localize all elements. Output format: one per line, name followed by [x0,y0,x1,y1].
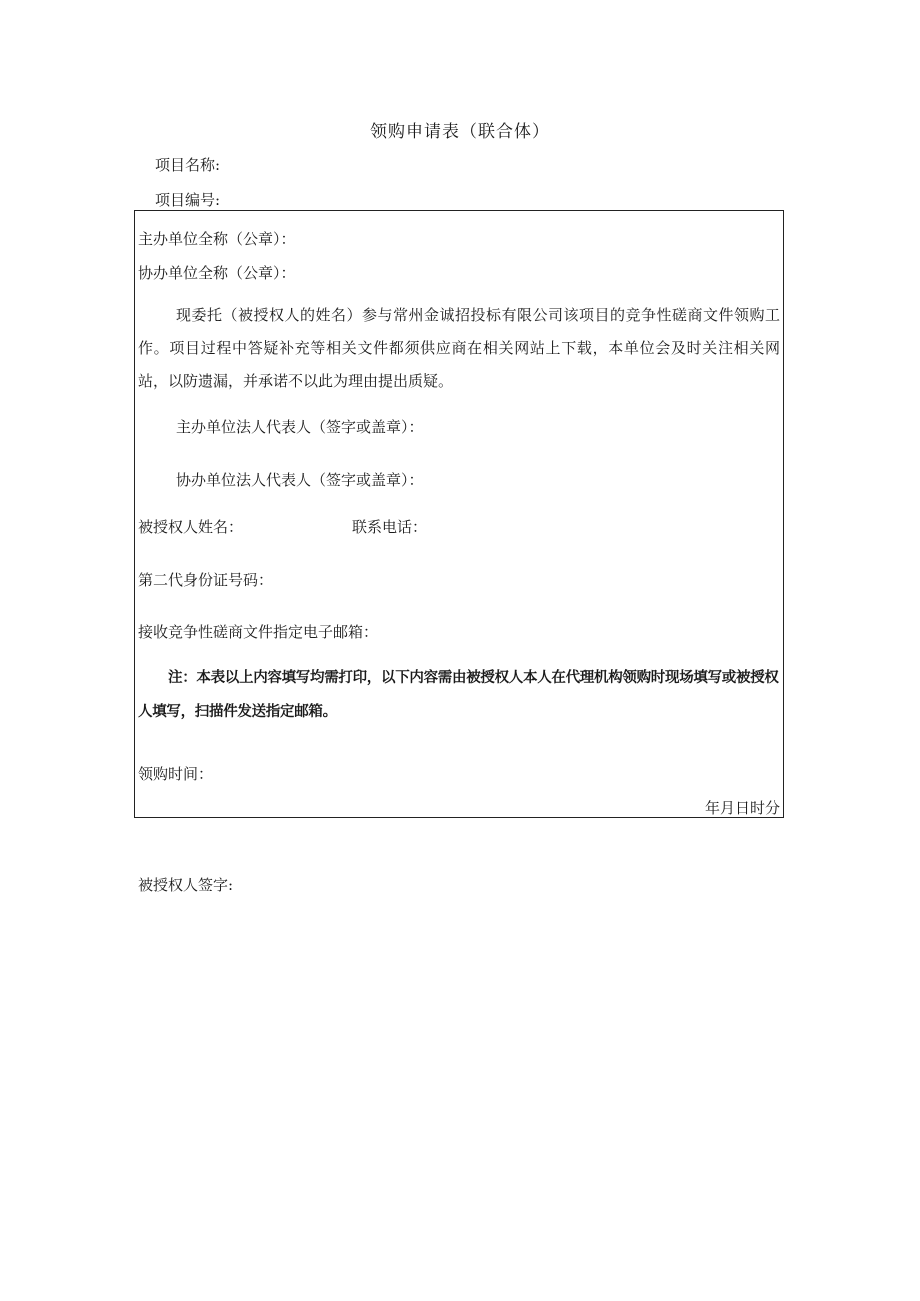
purchase-time-label: 领购时间： [138,765,214,783]
notice-text: 注：本表以上内容填写均需打印，以下内容需由被授权人本人在代理机构领购时现场填写或被授权人填写，扫描件发送指定邮箱。 [138,670,779,720]
host-unit-label: 主办单位全称（公章）： [138,230,296,248]
co-unit-label: 协办单位全称（公章）： [138,264,296,282]
project-number-label: 项目编号: [155,191,221,209]
id-number-label: 第二代身份证号码： [138,571,274,589]
authorization-statement: 现委托（被授权人的姓名）参与常州金诚招投标有限公司该项目的竞争性磋商文件领购工作。项目过程中答疑补充等相关文件都须供应商在相关网站上下载，本单位会及时关注相关网站，以防遗漏，并承诺不以此为理由提出质疑。 [138,306,780,390]
project-name-label: 项目名称: [155,156,221,174]
grantee-signature-label: 被授权人签字: [138,876,234,894]
application-form [134,210,784,818]
date-units: 年月日时分 [704,799,780,817]
grantee-name-label: 被授权人姓名： [138,518,244,536]
document-title: 领购申请表（联合体） [370,122,550,142]
email-label: 接收竞争性磋商文件指定电子邮箱： [138,623,379,641]
co-representative-label: 协办单位法人代表人（签字或盖章）： [176,471,424,489]
host-representative-label: 主办单位法人代表人（签字或盖章）： [176,418,424,436]
phone-label: 联系电话： [352,518,428,536]
